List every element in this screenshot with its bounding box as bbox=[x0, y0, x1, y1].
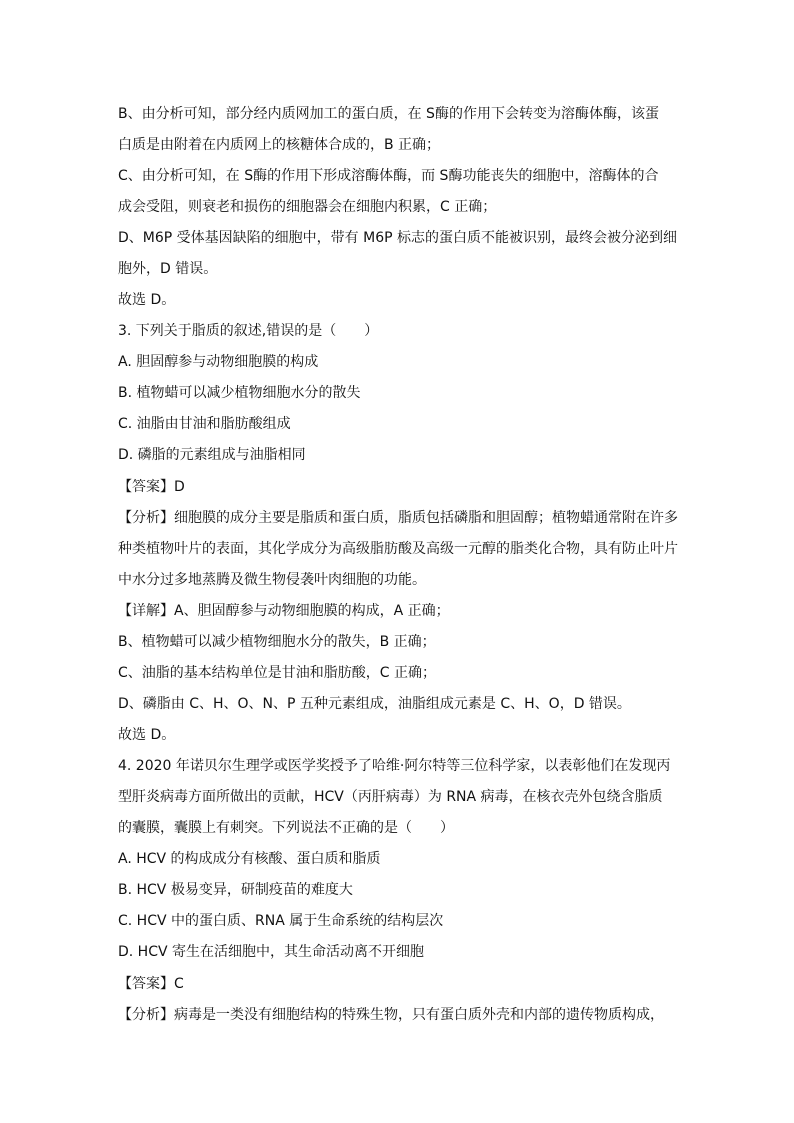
option-d: D. HCV 寄生在活细胞中，其生命活动离不开细胞 bbox=[118, 944, 425, 960]
text-line: 故选 D。 bbox=[118, 292, 176, 308]
text-line: B、植物蜡可以减少植物细胞水分的散失，B 正确； bbox=[118, 634, 436, 650]
text-line: B、由分析可知，部分经内质网加工的蛋白质，在 S酶的作用下会转变为溶酶体酶，该蛋 bbox=[118, 106, 659, 122]
option-d: D. 磷脂的元素组成与油脂相同 bbox=[118, 447, 306, 463]
text-line: 白质是由附着在内质网上的核糖体合成的，B 正确； bbox=[118, 137, 441, 153]
option-b: B. HCV 极易变异，研制疫苗的难度大 bbox=[118, 882, 353, 898]
analysis-line: 【分析】细胞膜的成分主要是脂质和蛋白质，脂质包括磷脂和胆固醇；植物蜡通常附在许多 bbox=[118, 510, 678, 526]
option-a: A. 胆固醇参与动物细胞膜的构成 bbox=[118, 354, 319, 370]
text-line: C、由分析可知，在 S酶的作用下形成溶酶体酶，而 S酶功能丧失的细胞中，溶酶体的合 bbox=[118, 168, 659, 184]
text-line: D、磷脂由 C、H、O、N、P 五种元素组成，油脂组成元素是 C、H、O，D 错误。 bbox=[118, 696, 631, 712]
answer-line: 【答案】D bbox=[118, 479, 185, 495]
answer-line: 【答案】C bbox=[118, 976, 184, 992]
option-c: C. 油脂由甘油和脂肪酸组成 bbox=[118, 416, 291, 432]
text-line: 种类植物叶片的表面，其化学成分为高级脂肪酸及高级一元醇的脂类化合物，具有防止叶片 bbox=[118, 541, 678, 557]
text-line: 中水分过多地蒸腾及微生物侵袭叶肉细胞的功能。 bbox=[118, 572, 426, 588]
text-line: 故选 D。 bbox=[118, 727, 176, 743]
analysis-line: 【分析】病毒是一类没有细胞结构的特殊生物，只有蛋白质外壳和内部的遗传物质构成， bbox=[118, 1007, 664, 1023]
text-line: C、油脂的基本结构单位是甘油和脂肪酸，C 正确； bbox=[118, 665, 436, 681]
text-line: 胞外，D 错误。 bbox=[118, 261, 218, 277]
text-line: D、M6P 受体基因缺陷的细胞中，带有 M6P 标志的蛋白质不能被识别，最终会被分泌到细 bbox=[118, 230, 677, 246]
explanation-line: 【详解】A、胆固醇参与动物细胞膜的构成，A 正确； bbox=[118, 603, 450, 619]
text-line: 型肝炎病毒方面所做出的贡献，HCV（丙肝病毒）为 RNA 病毒，在核衣壳外包绕含脂质 bbox=[118, 789, 663, 805]
option-a: A. HCV 的构成成分有核酸、蛋白质和脂质 bbox=[118, 851, 381, 867]
text-line: 成会受阻，则衰老和损伤的细胞器会在细胞内积累，C 正确； bbox=[118, 199, 497, 215]
text-line: 的囊膜，囊膜上有刺突。下列说法不正确的是（ ） bbox=[118, 820, 454, 836]
question-4-stem: 4. 2020 年诺贝尔生理学或医学奖授予了哈维·阿尔特等三位科学家，以表彰他们在发现丙 bbox=[118, 758, 671, 774]
option-b: B. 植物蜡可以减少植物细胞水分的散失 bbox=[118, 385, 361, 401]
question-3-stem: 3. 下列关于脂质的叙述,错误的是（ ） bbox=[118, 323, 379, 339]
option-c: C. HCV 中的蛋白质、RNA 属于生命系统的结构层次 bbox=[118, 913, 444, 929]
